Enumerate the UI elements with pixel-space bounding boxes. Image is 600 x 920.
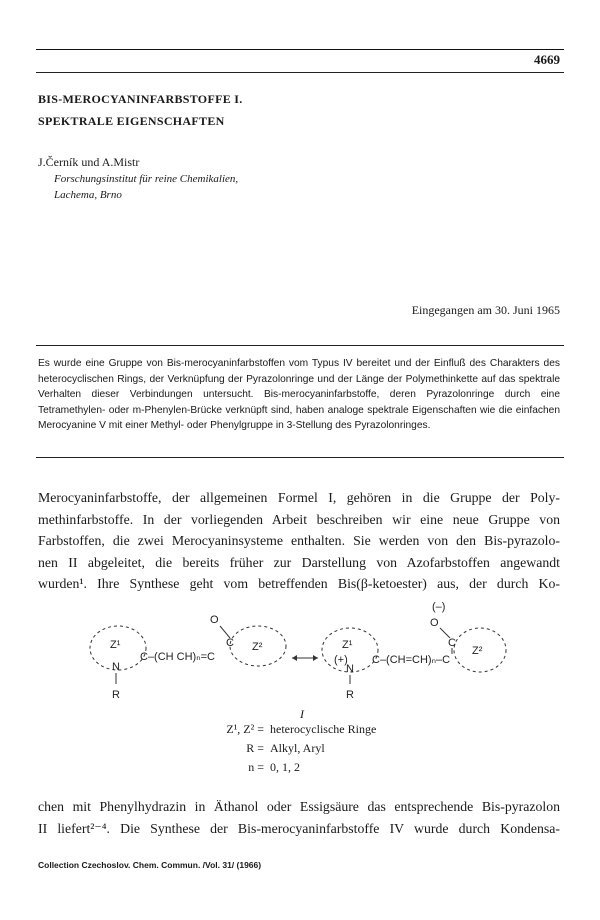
author-2: A.Mistr [101,155,140,169]
r-atom-left: R [112,689,120,701]
carbonyl-c-right: C [448,637,456,649]
body-line: Farbstoffen, die zwei Merocyaninsysteme enthalten. Sie werden von den Bis-pyrazolo- [38,533,560,548]
definitions [200,720,376,777]
z2-label-right: Z² [472,645,483,657]
chemical-structure-I [80,601,560,708]
right-chain: C–(CH=CH)ₙ–C [372,654,451,666]
article-title-line1: BIS-MEROCYANINFARBSTOFFE I. [38,92,243,106]
body-line: methinfarbstoffe. In der vorliegenden Arbeit beschreiben wir eine neue Gruppe von [38,511,560,527]
def-lhs: R = [246,741,264,755]
minus-charge: (–) [432,601,446,613]
received-date: Eingegangen am 30. Juni 1965 [411,303,560,317]
body-line: Merocyaninfarbstoffe, der allgemeinen Formel I, gehören in die Gruppe der Poly- [38,490,560,505]
def-lhs: n = [248,760,264,774]
r-atom-right: R [346,689,354,701]
def-lhs: Z¹, Z² = [226,722,264,736]
structure-label: I [300,707,304,721]
affiliation-line2: Lachema, Brno [54,189,122,201]
body-line: wurden¹. Ihre Synthese geht vom betreffenden Bis(β-ketoester) aus, der durch Ko- [38,576,560,591]
authors [38,155,139,170]
top-rule [36,49,564,50]
journal-footer: Collection Czechoslov. Chem. Commun. /Vol. 31/ (1966) [38,860,262,870]
z1-label-right: Z¹ [342,639,353,651]
body-line: chen mit Phenylhydrazin in Äthanol oder Essigsäure das entsprechende Bis-pyrazolon [38,799,560,814]
article-title-line2: SPEKTRALE EIGENSCHAFTEN [38,114,225,128]
page-number: 4669 [534,52,560,67]
plus-charge: (+) [334,654,348,666]
header-rule [36,72,564,73]
authors-connector: und [81,155,100,169]
abstract-top-rule [36,345,564,346]
n-atom-left: N [112,661,120,673]
body-line: II liefert²⁻⁴. Die Synthese der Bis-merocyaninfarbstoffe IV wurde durch Kondensa- [38,820,560,836]
author-1: J.Černík [38,155,79,169]
z1-label: Z¹ [110,639,121,651]
body-line: nen II abgeleitet, die bereits früher zur Darstellung von Azofarbstoffen angewandt [38,554,560,570]
body-paragraph-2 [38,796,560,839]
def-rhs: heterocyclische Ringe [270,722,377,736]
affiliation-line1: Forschungsinstitut für reine Chemikalien, [54,173,239,185]
def-rhs: Alkyl, Aryl [270,741,325,755]
left-chain: C–(CH CH)ₙ=C [140,651,215,663]
carbonyl-c-left: C [226,637,234,649]
z2-label-left: Z² [252,641,263,653]
n-atom-right: N [346,663,354,675]
o-atom-left: O [210,614,219,626]
def-rhs: 0, 1, 2 [270,760,300,774]
body-paragraph-1 [38,487,560,595]
abstract-bottom-rule [36,457,564,458]
abstract: Es wurde eine Gruppe von Bis-merocyaninfarbstoffen vom Typus IV bereitet und der Einfluß des Charakters des heterocyclischen Rings, der Verknüpfung der Pyrazolonringe und der Länge der Polymethinkette auf das spektrale Verhalten dieser Verbindungen untersucht. Bis-merocyaninfarbstoffe, deren Pyrazolonringe durch eine Tetramethylen- oder m-Phenylen-Brücke verknüpft sind, haben analoge spektrale Eigenschaften wie die einfachen Merocyanine V mit einer Methyl- oder Phenylgruppe in 3-Stellung des Pyrazolonringes. [38,358,560,432]
o-atom-right: O [430,617,439,629]
